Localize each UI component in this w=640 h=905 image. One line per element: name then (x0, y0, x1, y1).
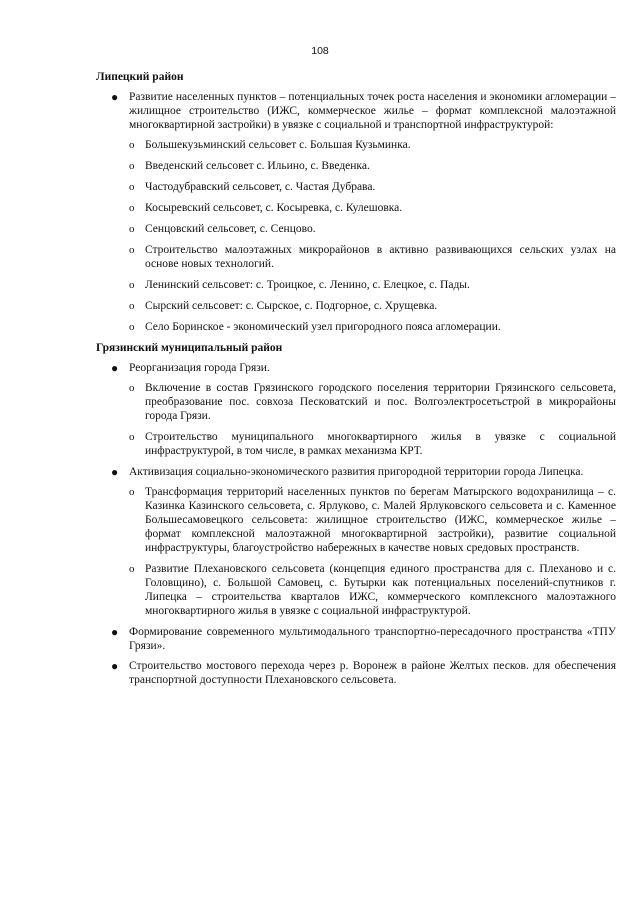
document-content (96, 70, 616, 693)
bullet-text: Развитие населенных пунктов – потенциальных точек роста населения и экономики агломерации – жилищное строительство (ИЖС, коммерческое жилье – формат комплексной малоэтажной многоквартирной застройки) в увязке с социальной и транспортной инфраструктурой: (129, 91, 616, 131)
sub-list-item (129, 180, 616, 194)
section-gryazi-list (96, 361, 616, 687)
sub-bullet-text: Ленинский сельсовет: с. Троицкое, с. Ленино, с. Елецкое, с. Пады. (145, 279, 470, 291)
sub-bullet-marker: o (129, 300, 135, 312)
sub-list-item (129, 430, 616, 458)
sub-bullet-text: Сенцовский сельсовет, с. Сенцово. (145, 223, 316, 235)
sub-list-item (129, 243, 616, 271)
bullet-marker: ● (111, 465, 119, 479)
sub-bullet-text: Косыревский сельсовет, с. Косыревка, с. Кулешовка. (145, 202, 403, 214)
sub-bullet-text: Строительство малоэтажных микрорайонов в активно развивающихся сельских узлах на основе новых технологий. (145, 244, 616, 270)
sub-list-item (129, 562, 616, 618)
bullet-text: Формирование современного мультимодального транспортно-пересадочного пространства «ТПУ Грязи». (129, 626, 616, 652)
sub-list-item (129, 381, 616, 423)
sub-bullet-text: Частодубравский сельсовет, с. Частая Дубрава. (145, 181, 376, 193)
bullet-marker: ● (111, 625, 119, 639)
bullet-marker: ● (111, 659, 119, 673)
section-lipetsk-list (96, 90, 616, 132)
sub-bullet-marker: o (129, 486, 135, 498)
bullet-item (96, 659, 616, 687)
sub-list (129, 485, 616, 618)
sub-list-item (129, 159, 616, 173)
sub-bullet-marker: o (129, 244, 135, 256)
bullet-text: Активизация социально-экономического развития пригородной территории города Липецка. (129, 466, 584, 478)
sub-bullet-marker: o (129, 321, 135, 333)
section-heading-gryazi: Грязинский муниципальный район (96, 342, 283, 354)
sub-bullet-marker: o (129, 181, 135, 193)
sub-list-item (129, 299, 616, 313)
bullet-text: Строительство мостового перехода через р. Воронеж в районе Желтых песков. для обеспечения транспортной доступности Плехановского сельсовета. (129, 660, 616, 686)
bullet-item (96, 625, 616, 653)
sub-bullet-text: Село Боринское - экономический узел пригородного пояса агломерации. (145, 321, 501, 333)
sub-list-item (129, 278, 616, 292)
sub-bullet-text: Строительство муниципального многоквартирного жилья в увязке с социальной инфраструктурой, в том числе, в рамках механизма КРТ. (145, 431, 616, 457)
sub-list (129, 381, 616, 458)
sub-bullet-marker: o (129, 139, 135, 151)
bullet-marker: ● (111, 90, 119, 104)
sub-bullet-marker: o (129, 279, 135, 291)
bullet-item (96, 90, 616, 132)
sub-bullet-text: Введенский сельсовет с. Ильино, с. Введенка. (145, 160, 370, 172)
sub-list-item (129, 201, 616, 215)
sub-bullet-marker: o (129, 431, 135, 443)
sub-bullet-marker: o (129, 382, 135, 394)
sub-bullet-marker: o (129, 160, 135, 172)
sub-list-item (129, 320, 616, 334)
sub-bullet-text: Включение в состав Грязинского городского поселения территории Грязинского сельсовета, преобразование пос. совхоза Песковатский и пос. Волгоэлектросетьстрой в микрорайоны города Грязи. (145, 382, 616, 422)
sub-bullet-text: Большекузьминский сельсовет с. Большая Кузьминка. (145, 139, 411, 151)
sub-list-item (129, 222, 616, 236)
bullet-item (96, 465, 616, 618)
bullet-item (96, 361, 616, 458)
sub-bullet-marker: o (129, 223, 135, 235)
bullet-text: Реорганизация города Грязи. (129, 362, 270, 374)
sub-list-item (129, 138, 616, 152)
sub-bullet-text: Развитие Плехановского сельсовета (концепция единого пространства для с. Плеханово и с. Головщино), с. Большой Самовец, с. Бутырки как потенциальных поселений-спутников г. Липецка – строительства кварталов ИЖС, коммерческого комплексного малоэтажного многоквартирного жилья в увязке с социальной инфраструктурой. (145, 563, 616, 617)
bullet-marker: ● (111, 361, 119, 375)
sub-bullet-text: Сырский сельсовет: с. Сырское, с. Подгорное, с. Хрущевка. (145, 300, 438, 312)
sub-bullet-marker: o (129, 563, 135, 575)
sub-bullet-text: Трансформация территорий населенных пунктов по берегам Матырского водохранилища – с. Казинка Казинского сельсовета, с. Ярлуково, с. Малей Ярлуковского сельсовета и с. Каменное Большесамовецкого сельсовета: жилищное строительство (ИЖС, коммерческое жилье – формат комплексной малоэтажной многоквартирной застройки), развитие социальной инфраструктуры, благоустройство набережных в качестве новых средовых пространств. (145, 486, 616, 554)
section-heading-lipetsk: Липецкий район (96, 71, 184, 83)
sub-bullet-marker: o (129, 202, 135, 214)
sub-list-item (129, 485, 616, 555)
lipetsk-sub-list (129, 138, 616, 334)
page-number: 108 (311, 45, 329, 57)
